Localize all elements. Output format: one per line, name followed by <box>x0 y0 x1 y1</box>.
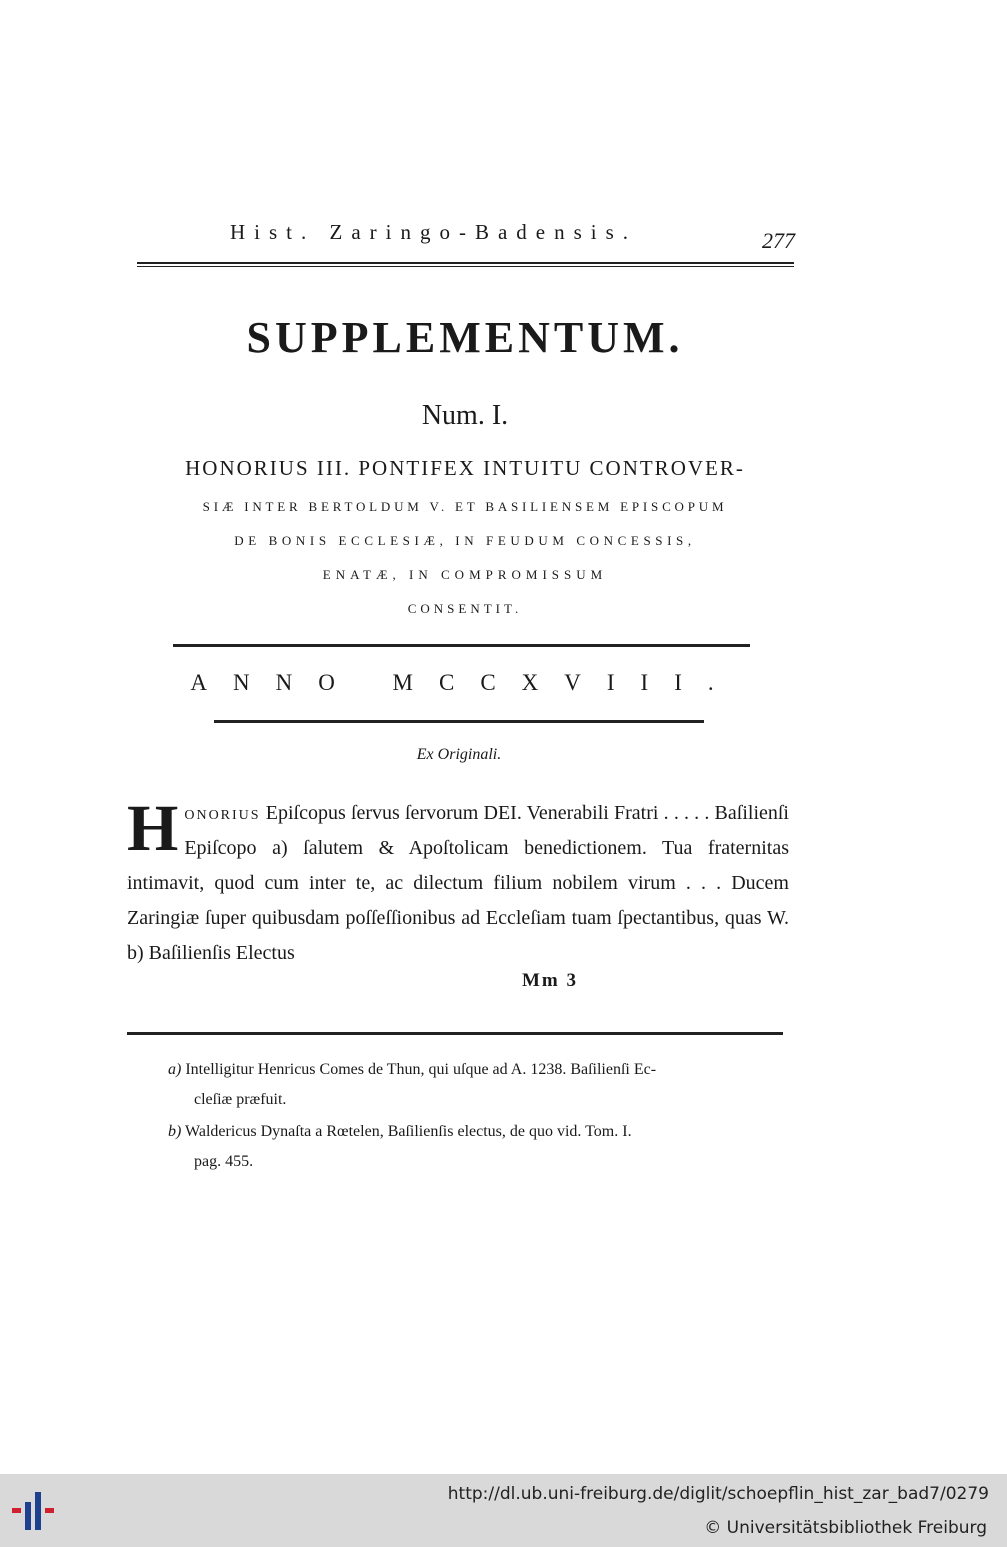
footnote-text: Waldericus Dynaſta a Rœtelen, Baſilienſis electus, de quo vid. Tom. I. <box>185 1123 632 1140</box>
footnote-rule <box>127 1032 783 1035</box>
footer-url[interactable]: http://dl.ub.uni-freiburg.de/diglit/schoepflin_hist_zar_bad7/0279 <box>447 1484 989 1504</box>
page-number: 277 <box>762 228 795 253</box>
heading-line-4: ENATÆ, IN COMPROMISSUM <box>322 567 608 582</box>
footnote-b <box>168 1117 788 1177</box>
heading-line-1: HONORIUS III. PONTIFEX INTUITU CONTROVER- <box>185 456 745 480</box>
source-note: Ex Originali. <box>416 746 502 763</box>
page-title: SUPPLEMENTUM. <box>246 313 684 362</box>
drop-cap: H <box>127 792 179 865</box>
running-title: Hist. Zaringo-Badensis. <box>230 220 638 244</box>
body-paragraph <box>127 792 789 971</box>
body-text: Epiſcopus ſervus ſervorum DEI. Venerabili Fratri . . . . . Baſilienſi Epiſcopo a) ſalutem & Apoſtolicam benedictionem. Tua fraternitas intimavit, quod cum inter te, ac dilectum filium nobilem virum . . . Ducem Zaringiæ ſuper quibusdam poſſeſſionibus ad Eccleſiam tuam ſpectantibus, quas W. b) Baſilienſis Electus <box>127 802 789 964</box>
footnote-marker: a) <box>168 1061 182 1078</box>
footnote-marker: b) <box>168 1123 182 1140</box>
heading-line-2: SIÆ INTER BERTOLDUM V. ET BASILIENSEM EPISCOPUM <box>202 499 728 514</box>
header-rule <box>137 262 794 267</box>
anno-rule <box>214 720 704 723</box>
anno-line: ANNO MCCXVIII. <box>190 670 740 695</box>
ub-freiburg-logo-icon <box>12 1488 64 1536</box>
footer-copyright: © Universitätsbibliothek Freiburg <box>704 1518 987 1538</box>
footnote-text: Intelligitur Henricus Comes de Thun, qui uſque ad A. 1238. Baſilienſi Ec- <box>185 1061 657 1078</box>
footnote-continuation: cleſiæ præfuit. <box>194 1091 287 1108</box>
document-number: Num. I. <box>421 400 509 431</box>
footnote-a <box>168 1055 788 1115</box>
heading-rule <box>173 644 750 647</box>
footnote-continuation: pag. 455. <box>194 1153 254 1170</box>
first-word: onorius <box>184 802 261 824</box>
heading-line-3: DE BONIS ECCLESIÆ, IN FEUDUM CONCESSIS, <box>234 533 696 548</box>
signature-mark: Mm 3 <box>522 970 579 991</box>
heading-line-5: CONSENTIT. <box>407 601 523 616</box>
